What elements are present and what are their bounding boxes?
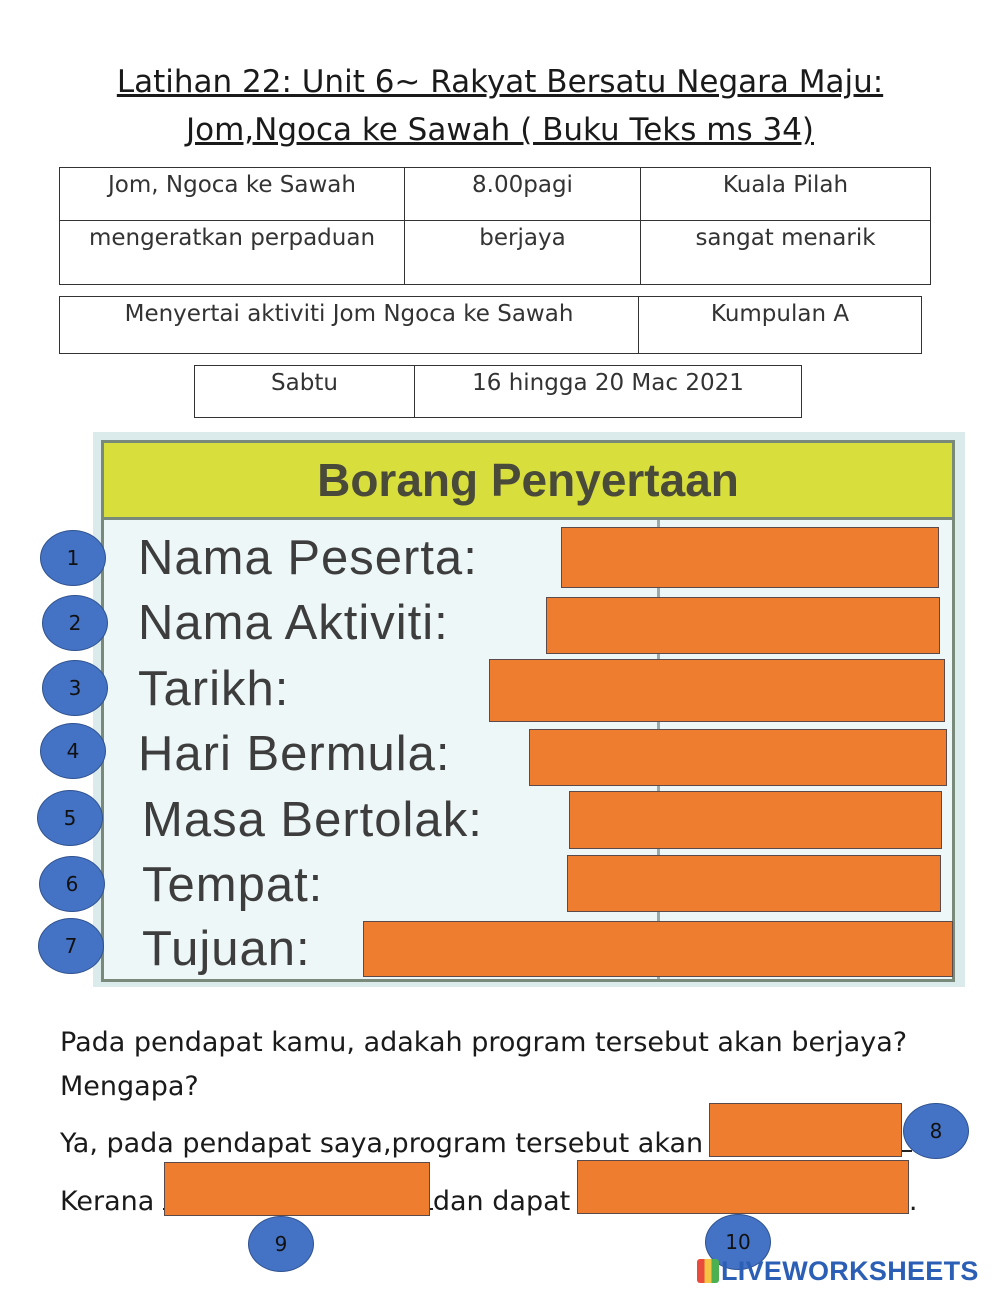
word-card[interactable]: Menyertai aktiviti Jom Ngoca ke Sawah bbox=[124, 301, 574, 327]
answer-text: . bbox=[908, 1186, 918, 1217]
word-card[interactable]: mengeratkan perpaduan bbox=[88, 225, 376, 251]
answer-drop-zone-4[interactable] bbox=[529, 729, 947, 786]
answer-drop-zone-6[interactable] bbox=[567, 855, 941, 912]
worksheet-title-line-1: Latihan 22: Unit 6~ Rakyat Bersatu Negara Maju: bbox=[116, 64, 884, 100]
form-label: Nama Aktiviti: bbox=[138, 596, 449, 650]
word-card[interactable]: sangat menarik bbox=[695, 225, 876, 251]
answer-text: dan dapat bbox=[432, 1186, 571, 1217]
word-card[interactable]: Kumpulan A bbox=[710, 301, 850, 327]
form-label: Tempat: bbox=[142, 858, 324, 912]
liveworksheets-logo bbox=[697, 1256, 979, 1287]
form-heading: Borang Penyertaan bbox=[104, 443, 952, 520]
form-label: Masa Bertolak: bbox=[142, 793, 483, 847]
answer-drop-zone-3[interactable] bbox=[489, 659, 945, 722]
word-card[interactable]: 8.00pagi bbox=[472, 172, 573, 198]
word-bank-table-3 bbox=[194, 365, 802, 418]
answer-drop-zone-5[interactable] bbox=[569, 791, 942, 849]
question-text: Mengapa? bbox=[60, 1071, 199, 1102]
answer-drop-zone-10[interactable] bbox=[577, 1160, 909, 1214]
word-bank-table-2 bbox=[59, 296, 922, 354]
number-badge: 6 bbox=[39, 856, 105, 912]
answer-text: Kerana bbox=[60, 1186, 155, 1217]
word-card[interactable]: 16 hingga 20 Mac 2021 bbox=[472, 370, 744, 396]
answer-drop-zone-2[interactable] bbox=[546, 597, 940, 654]
word-card[interactable]: berjaya bbox=[479, 225, 566, 251]
word-bank-table-1 bbox=[59, 167, 931, 285]
number-badge: 4 bbox=[40, 723, 106, 779]
worksheet-title-line-2: Jom,Ngoca ke Sawah ( Buku Teks ms 34) bbox=[186, 112, 814, 148]
number-badge: 3 bbox=[42, 660, 108, 716]
word-card[interactable]: Kuala Pilah bbox=[722, 172, 849, 198]
form-label: Nama Peserta: bbox=[138, 531, 478, 585]
number-badge: 1 bbox=[40, 530, 106, 586]
liveworksheets-logo-icon bbox=[697, 1259, 719, 1283]
answer-drop-zone-7[interactable] bbox=[363, 921, 953, 977]
word-card[interactable]: Sabtu bbox=[271, 370, 338, 396]
answer-drop-zone-1[interactable] bbox=[561, 527, 939, 588]
number-badge: 5 bbox=[37, 790, 103, 846]
word-card[interactable]: Jom, Ngoca ke Sawah bbox=[108, 172, 356, 198]
question-text: Pada pendapat kamu, adakah program tersebut akan berjaya? bbox=[60, 1027, 908, 1058]
number-badge: 8 bbox=[903, 1103, 969, 1159]
answer-drop-zone-9[interactable] bbox=[164, 1162, 430, 1216]
answer-drop-zone-8[interactable] bbox=[709, 1103, 902, 1157]
brand-name: LIVEWORKSHEETS bbox=[721, 1256, 979, 1286]
number-badge: 2 bbox=[42, 595, 108, 651]
form-label: Hari Bermula: bbox=[138, 727, 451, 781]
answer-text: Ya, pada pendapat saya,program tersebut akan bbox=[60, 1128, 704, 1159]
form-label: Tujuan: bbox=[142, 922, 311, 976]
number-badge: 10 bbox=[705, 1214, 771, 1270]
form-label: Tarikh: bbox=[138, 662, 290, 716]
number-badge: 7 bbox=[38, 918, 104, 974]
number-badge: 9 bbox=[248, 1216, 314, 1272]
